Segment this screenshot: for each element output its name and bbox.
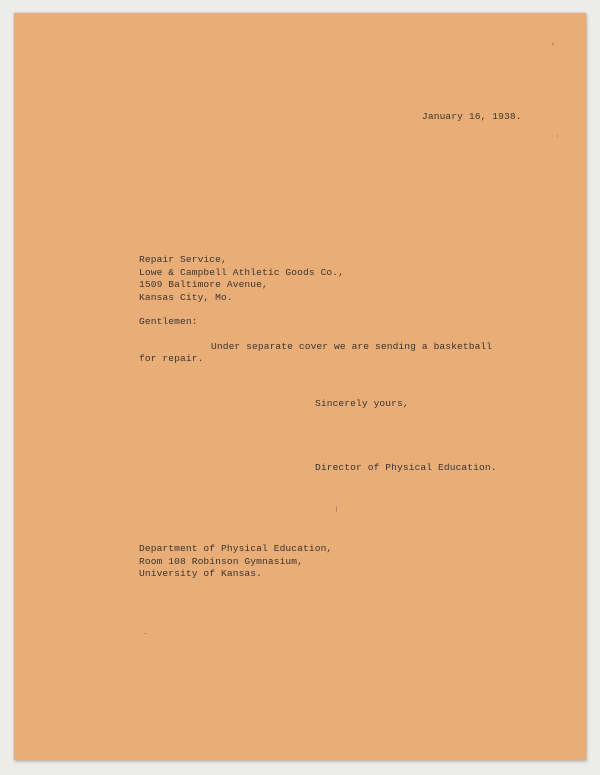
signature-title: Director of Physical Education. xyxy=(315,462,497,473)
recipient-line: Repair Service, xyxy=(139,254,227,265)
paper-speck xyxy=(336,506,337,512)
paper-speck xyxy=(144,633,146,634)
letter-page xyxy=(14,13,586,760)
recipient-line: Kansas City, Mo. xyxy=(139,292,233,303)
salutation: Gentlemen: xyxy=(139,316,198,327)
sender-line: University of Kansas. xyxy=(139,568,263,579)
closing: Sincerely yours, xyxy=(315,398,409,409)
sender-line: Room 108 Robinson Gymnasium, xyxy=(139,556,304,567)
body-line: for repair. xyxy=(139,353,204,364)
body-line: Under separate cover we are sending a basketball xyxy=(211,341,493,352)
letter-date: January 16, 1938. xyxy=(422,111,522,122)
paper-speck xyxy=(557,135,558,137)
sender-line: Department of Physical Education, xyxy=(139,543,333,554)
paper-speck xyxy=(552,43,554,45)
recipient-line: 1509 Baltimore Avenue, xyxy=(139,279,268,290)
recipient-line: Lowe & Campbell Athletic Goods Co., xyxy=(139,267,345,278)
